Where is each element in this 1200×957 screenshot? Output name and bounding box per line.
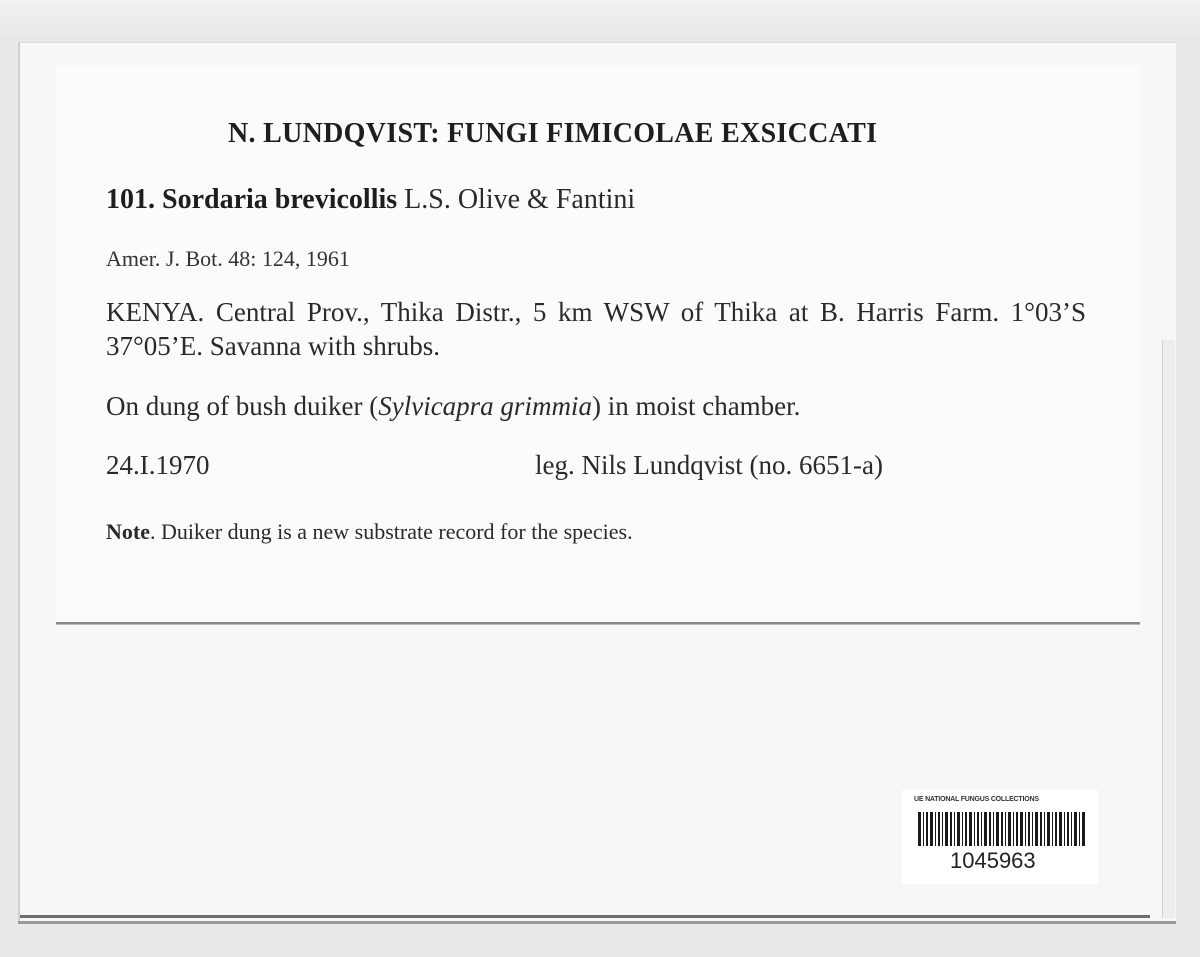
scanner-top-edge [0, 0, 1200, 40]
substrate-host: Sylvicapra grimmia [378, 391, 592, 421]
note-label: Note [106, 519, 150, 544]
envelope-bottom-line [20, 915, 1150, 918]
barcode-number: 1045963 [950, 848, 1036, 873]
barcode-icon [918, 812, 1086, 846]
locality: KENYA. Central Prov., Thika Distr., 5 km WSW of Thika at B. Harris Farm. 1°03’S 37°05’E. Savanna with shrubs. [106, 297, 1086, 361]
label-title: N. LUNDQVIST: FUNGI FIMICOLAE EXSICCATI [228, 118, 878, 149]
collector: leg. Nils Lundqvist (no. 6651-a) [535, 450, 883, 480]
barcode-sticker [902, 790, 1098, 884]
barcode-header: UE NATIONAL FUNGUS COLLECTIONS [914, 796, 1039, 803]
envelope-right-edge [1162, 340, 1175, 918]
substrate-before: On dung of bush duiker ( [106, 391, 379, 421]
species-line [106, 184, 635, 216]
collection-date: 24.I.1970 [106, 450, 210, 480]
citation: Amer. J. Bot. 48: 124, 1961 [106, 246, 350, 271]
substrate-after: ) in moist chamber. [591, 391, 801, 421]
note-text: . Duiker dung is a new substrate record for the species. [149, 519, 633, 544]
note [106, 519, 633, 545]
substrate [106, 391, 800, 422]
species-authority: L.S. Olive & Fantini [404, 184, 636, 215]
species-number-name: 101. Sordaria brevicollis [106, 184, 398, 215]
